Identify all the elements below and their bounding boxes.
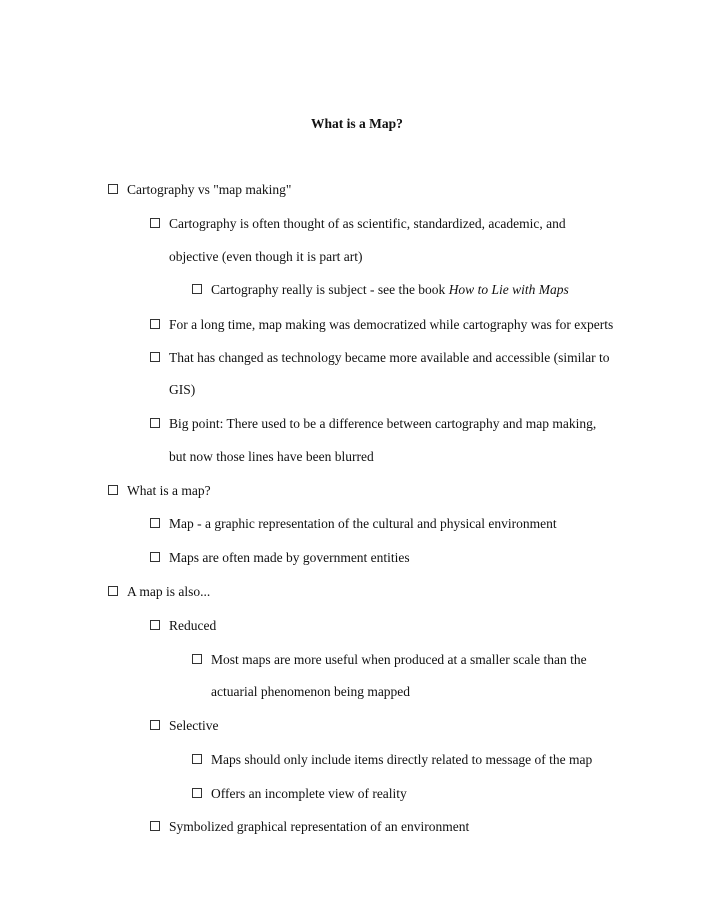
checkbox[interactable]: [108, 586, 118, 596]
checkbox[interactable]: [150, 821, 160, 831]
checkbox[interactable]: [150, 620, 160, 630]
list-item-text: What is a map?: [127, 483, 211, 498]
checkbox[interactable]: [150, 720, 160, 730]
checkbox[interactable]: [192, 788, 202, 798]
list-item-continuation: but now those lines have been blurred: [169, 449, 374, 464]
list-item-text: A map is also...: [127, 584, 211, 599]
book-title: How to Lie with Maps: [448, 282, 569, 297]
list-item-text: Big point: There used to be a difference between cartography and map making,: [169, 416, 597, 431]
list-item-text: That has changed as technology became more available and accessible (similar to: [169, 350, 610, 365]
checkbox[interactable]: [150, 518, 160, 528]
checkbox[interactable]: [150, 418, 160, 428]
list-item-text: Maps should only include items directly related to message of the map: [211, 752, 593, 767]
list-item-continuation: actuarial phenomenon being mapped: [211, 684, 411, 699]
checkbox[interactable]: [150, 352, 160, 362]
list-item-text: Maps are often made by government entities: [169, 550, 410, 565]
checkbox[interactable]: [108, 184, 118, 194]
list-item-text: For a long time, map making was democratized while cartography was for experts: [169, 317, 614, 332]
list-item-text: Offers an incomplete view of reality: [211, 786, 407, 801]
list-item-text: Most maps are more useful when produced at a smaller scale than the: [211, 652, 587, 667]
list-item-text: Cartography vs "map making": [127, 182, 292, 197]
checkbox[interactable]: [150, 319, 160, 329]
list-item-text: Reduced: [169, 618, 217, 633]
checkbox[interactable]: [108, 485, 118, 495]
checkbox[interactable]: [192, 754, 202, 764]
list-item-text: Selective: [169, 718, 219, 733]
list-item-text: Cartography is often thought of as scientific, standardized, academic, and: [169, 216, 566, 231]
page-title: What is a Map?: [311, 116, 403, 131]
checkbox[interactable]: [150, 552, 160, 562]
list-item-text: Symbolized graphical representation of an environment: [169, 819, 470, 834]
checkbox[interactable]: [150, 218, 160, 228]
list-item-continuation: GIS): [169, 382, 196, 397]
list-item-text: Map - a graphic representation of the cultural and physical environment: [169, 516, 557, 531]
checkbox[interactable]: [192, 284, 202, 294]
checkbox[interactable]: [192, 654, 202, 664]
list-item-text: [211, 282, 569, 298]
list-item-continuation: objective (even though it is part art): [169, 249, 363, 264]
list-item-text-prefix: Cartography really is subject - see the book: [211, 282, 449, 297]
